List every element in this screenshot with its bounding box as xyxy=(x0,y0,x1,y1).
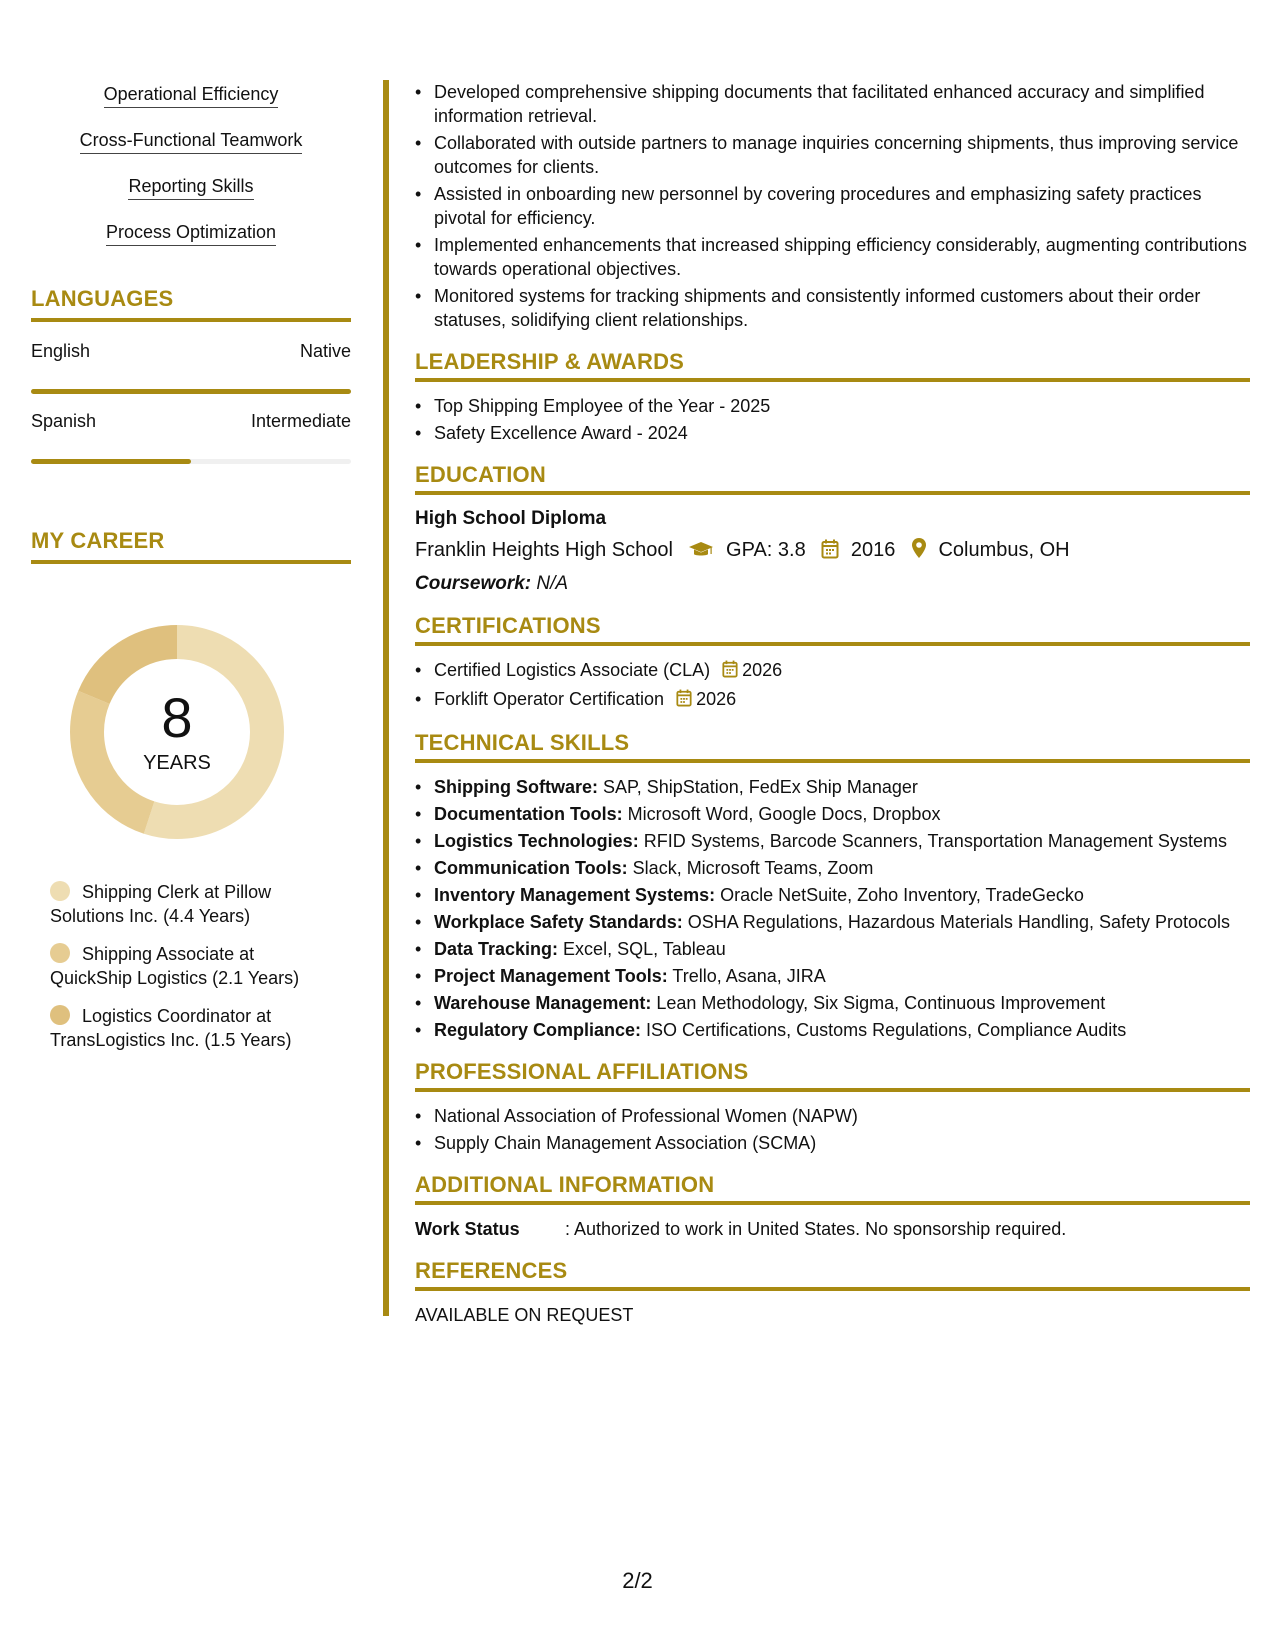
list-item: • Supply Chain Management Association (SCMA) xyxy=(434,1131,1250,1155)
career-total-years: 8 xyxy=(161,686,193,749)
skill-value: Slack, Microsoft Teams, Zoom xyxy=(627,858,874,878)
skill-item: Reporting Skills xyxy=(128,174,253,200)
career-legend-item xyxy=(50,942,340,990)
career-legend-item xyxy=(50,880,340,928)
list-item xyxy=(434,883,1250,907)
education-details xyxy=(415,537,1250,566)
references-text: AVAILABLE ON REQUEST xyxy=(415,1305,634,1325)
skill-label: Regulatory Compliance: xyxy=(434,1020,642,1040)
technical-skills-section xyxy=(415,731,1250,1042)
skill-label: Project Management Tools: xyxy=(434,966,668,986)
list-item xyxy=(434,802,1250,826)
additional-section xyxy=(415,1173,1250,1241)
education-degree: High School Diploma xyxy=(415,508,607,529)
section-heading: PROFESSIONAL AFFILIATIONS xyxy=(415,1060,1250,1092)
language-level: Native xyxy=(299,341,351,361)
graduation-cap-icon xyxy=(688,540,714,566)
skill-label: Documentation Tools: xyxy=(434,804,623,824)
calendar-icon xyxy=(821,539,839,566)
right-column xyxy=(415,80,1250,1327)
career-donut-chart xyxy=(65,620,289,844)
list-item xyxy=(434,775,1250,799)
references-section xyxy=(415,1259,1250,1327)
certifications-section xyxy=(415,614,1250,713)
education-year: 2016 xyxy=(850,539,896,561)
skill-label: Inventory Management Systems: xyxy=(434,885,716,905)
affiliations-section xyxy=(415,1060,1250,1155)
education-section xyxy=(415,463,1250,596)
career-legend-label: Shipping Clerk at Pillow Solutions Inc. (4.4 Years) xyxy=(50,882,272,926)
list-item xyxy=(434,937,1250,961)
skill-item: Process Optimization xyxy=(106,220,276,246)
skill-value: RFID Systems, Barcode Scanners, Transportation Management Systems xyxy=(638,831,1227,851)
leadership-section xyxy=(415,350,1250,445)
list-item xyxy=(434,910,1250,934)
education-gpa: GPA: 3.8 xyxy=(726,539,806,561)
page-number: 2/2 xyxy=(622,1568,653,1593)
career-heading: MY CAREER xyxy=(31,528,351,564)
calendar-icon xyxy=(722,660,738,684)
education-location: Columbus, OH xyxy=(938,539,1070,561)
list-item: • Implemented enhancements that increased shipping efficiency considerably, augmenting contributions towards operational objectives. xyxy=(434,233,1250,281)
list-item: • Collaborated with outside partners to manage inquiries concerning shipments, thus improving service outcomes for clients. xyxy=(434,131,1250,179)
language-level: Intermediate xyxy=(250,411,351,431)
list-item: • Developed comprehensive shipping documents that facilitated enhanced accuracy and simplified information retrieval. xyxy=(434,80,1250,128)
section-heading: LEADERSHIP & AWARDS xyxy=(415,350,1250,382)
work-status-row xyxy=(415,1217,1250,1241)
language-proficiency-fill xyxy=(31,389,351,394)
certification-year: 2026 xyxy=(696,689,737,709)
skill-value: Trello, Asana, JIRA xyxy=(667,966,826,986)
section-heading: EDUCATION xyxy=(415,463,1250,495)
skill-label: Communication Tools: xyxy=(434,858,628,878)
coursework-label: Coursework: xyxy=(415,573,532,594)
skill-value: Microsoft Word, Google Docs, Dropbox xyxy=(622,804,941,824)
skills-list xyxy=(31,82,351,266)
career-legend-item xyxy=(50,1004,340,1052)
language-name: Spanish xyxy=(31,411,97,431)
list-item: • Top Shipping Employee of the Year - 2025 xyxy=(434,394,1250,418)
list-item xyxy=(434,964,1250,988)
education-coursework xyxy=(415,572,1250,596)
skill-label: Data Tracking: xyxy=(434,939,559,959)
language-name: English xyxy=(31,341,91,361)
section-heading: TECHNICAL SKILLS xyxy=(415,731,1250,763)
skill-label: Workplace Safety Standards: xyxy=(434,912,683,932)
column-divider xyxy=(383,80,389,1316)
language-proficiency-bar xyxy=(31,389,351,394)
skill-label: Logistics Technologies: xyxy=(434,831,639,851)
section-heading: REFERENCES xyxy=(415,1259,1250,1291)
career-legend-label: Shipping Associate at QuickShip Logistics (2.1 Years) xyxy=(50,944,300,988)
skill-value: ISO Certifications, Customs Regulations, Compliance Audits xyxy=(641,1020,1127,1040)
legend-dot-icon xyxy=(50,943,70,963)
list-item xyxy=(434,658,1250,684)
languages-heading: LANGUAGES xyxy=(31,286,351,322)
work-status-label: Work Status xyxy=(415,1219,520,1239)
list-item xyxy=(434,687,1250,713)
list-item xyxy=(434,991,1250,1015)
legend-dot-icon xyxy=(50,1005,70,1025)
location-pin-icon xyxy=(911,537,927,566)
career-legend-label: Logistics Coordinator at TransLogistics Inc. (1.5 Years) xyxy=(50,1006,292,1050)
list-item xyxy=(434,829,1250,853)
list-item xyxy=(434,1018,1250,1042)
section-heading: CERTIFICATIONS xyxy=(415,614,1250,646)
list-item: • National Association of Professional Women (NAPW) xyxy=(434,1104,1250,1128)
skill-value: Oracle NetSuite, Zoho Inventory, TradeGecko xyxy=(715,885,1084,905)
skill-label: Shipping Software: xyxy=(434,777,598,797)
skill-label: Warehouse Management: xyxy=(434,993,652,1013)
skill-value: SAP, ShipStation, FedEx Ship Manager xyxy=(598,777,918,797)
skill-value: Lean Methodology, Six Sigma, Continuous Improvement xyxy=(651,993,1106,1013)
language-proficiency-bar xyxy=(31,459,351,464)
list-item: • Assisted in onboarding new personnel by covering procedures and emphasizing safety practices pivotal for efficiency. xyxy=(434,182,1250,230)
skill-value: OSHA Regulations, Hazardous Materials Handling, Safety Protocols xyxy=(682,912,1231,932)
skill-value: Excel, SQL, Tableau xyxy=(558,939,726,959)
list-item xyxy=(434,856,1250,880)
education-school: Franklin Heights High School xyxy=(415,539,673,561)
section-heading: ADDITIONAL INFORMATION xyxy=(415,1173,1250,1205)
career-total-unit: YEARS xyxy=(143,752,211,774)
coursework-value: N/A xyxy=(531,573,569,594)
donut-center xyxy=(65,620,289,844)
certification-year: 2026 xyxy=(742,660,783,680)
legend-dot-icon xyxy=(50,881,70,901)
calendar-icon xyxy=(676,689,692,713)
certification-name: Certified Logistics Associate (CLA) xyxy=(434,660,711,680)
skill-item: Cross-Functional Teamwork xyxy=(80,128,303,154)
language-proficiency-fill xyxy=(31,459,191,464)
experience-bullets xyxy=(415,80,1250,332)
skill-item: Operational Efficiency xyxy=(104,82,279,108)
career-legend xyxy=(50,880,340,1066)
list-item: • Monitored systems for tracking shipments and consistently informed customers about their order statuses, solidifying client relationships. xyxy=(434,284,1250,332)
list-item: • Safety Excellence Award - 2024 xyxy=(434,421,1250,445)
work-status-value: : Authorized to work in United States. No sponsorship required. xyxy=(565,1219,1067,1239)
certification-name: Forklift Operator Certification xyxy=(434,689,665,709)
